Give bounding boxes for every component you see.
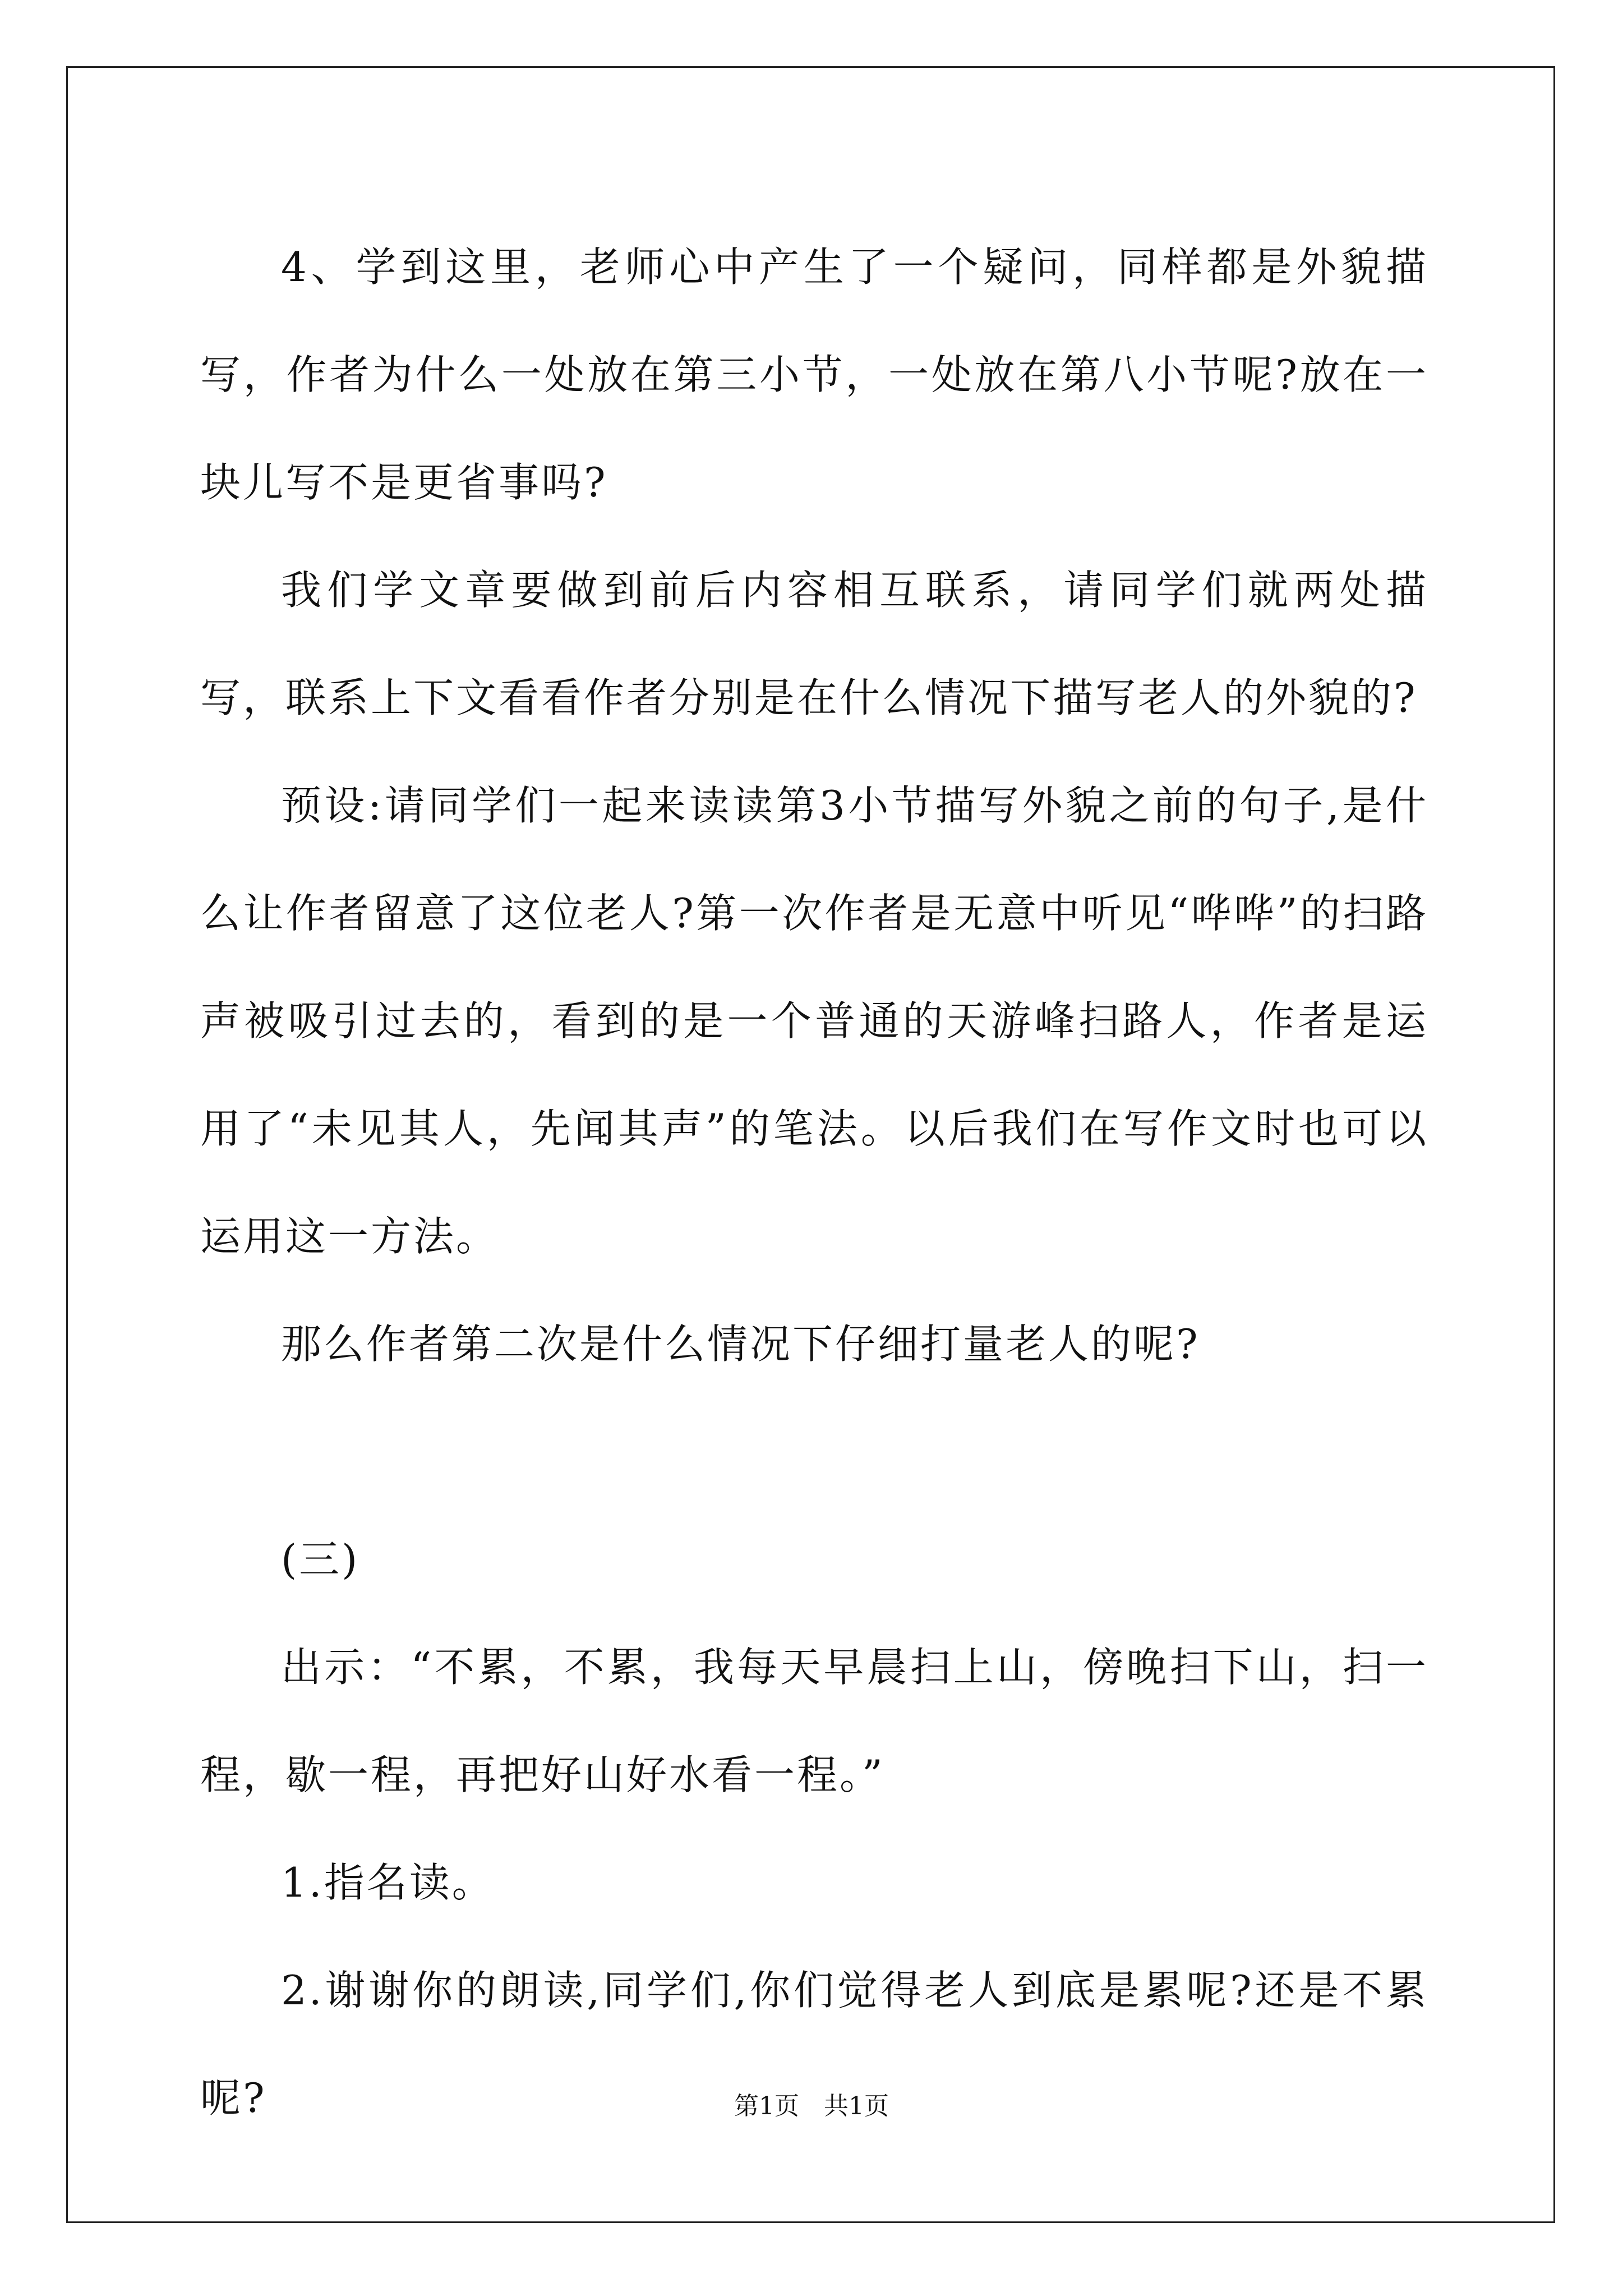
paragraph-second-look: 那么作者第二次是什么情况下仔细打量老人的呢? <box>281 1320 1200 1368</box>
page-footer <box>0 2090 1623 2123</box>
section-gap <box>200 1398 1428 1506</box>
page-number-total: 共1页 <box>824 2092 889 2120</box>
paragraph-question-4: 4、学到这里，老师心中产生了一个疑问，同样都是外貌描写，作者为什么一处放在第三小节，一处放在第八小节呢?放在一块儿写不是更省事吗? <box>200 243 1428 506</box>
paragraph-preset: 预设:请同学们一起来读读第3小节描写外貌之前的句子,是什么让作者留意了这位老人?第一次作者是无意中听见“哗哗”的扫路声被吸引过去的，看到的是一个普通的天游峰扫路人，作者是运用了“未见其人，先闻其声”的笔法。以后我们在写作文时也可以运用这一方法。 <box>200 782 1428 1260</box>
document-body <box>200 213 1428 2152</box>
page-number-current: 第1页 <box>734 2092 799 2120</box>
section-heading-three: (三) <box>281 1536 360 1583</box>
paragraph-instruction: 我们学文章要做到前后内容相互联系，请同学们就两处描写，联系上下文看看作者分别是在什么情况下描写老人的外貌的? <box>200 567 1428 721</box>
paragraph-quote: 出示：“不累，不累，我每天早晨扫上山，傍晚扫下山，扫一程，歇一程，再把好山好水看一程。” <box>200 1644 1428 1798</box>
paragraph-step-2: 2.谢谢你的朗读,同学们,你们觉得老人到底是累呢?还是不累呢? <box>200 1967 1428 2122</box>
paragraph-step-1: 1.指名读。 <box>281 1859 495 1906</box>
